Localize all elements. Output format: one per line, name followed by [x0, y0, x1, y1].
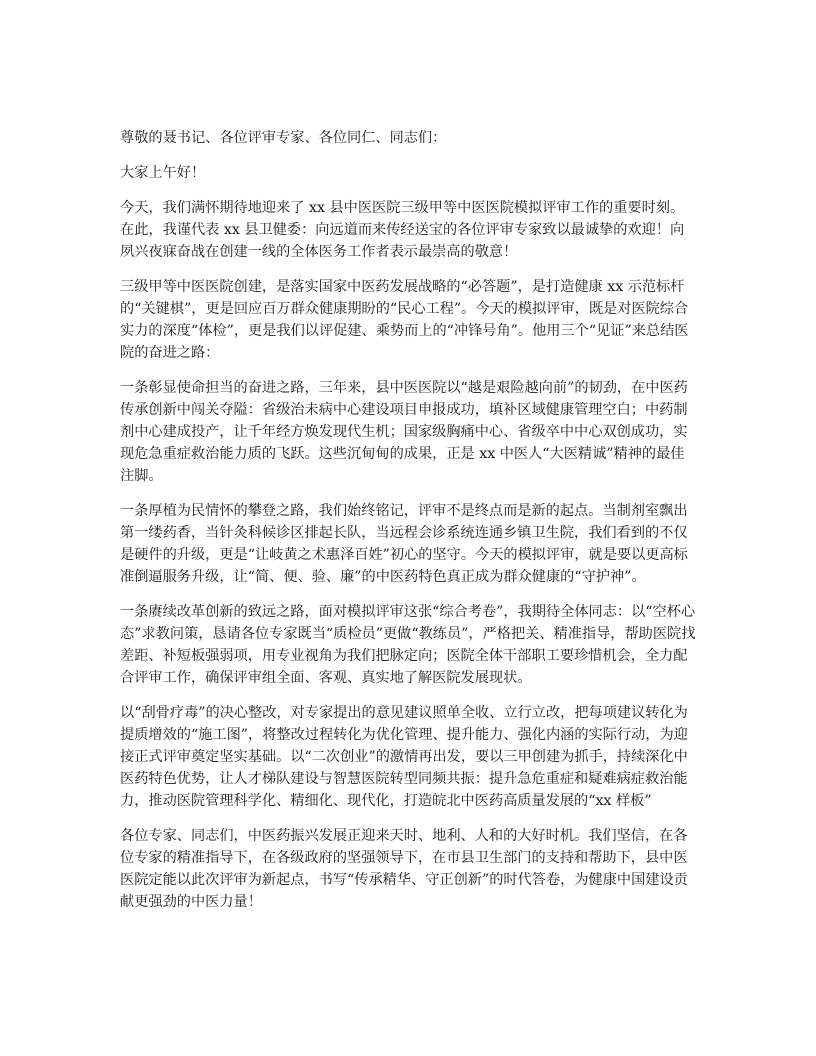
paragraph-reform: 一条赓续改革创新的致远之路，面对模拟评审这张“综合考卷”，我期待全体同志：以“空杯心态”求教问策，恳请各位专家既当“质检员”更做“教练员”，严格把关、精准指导，帮助医院找差距、补短板强弱项，用专业视角为我们把脉定向；医院全体干部职工要珍惜机会，全力配合评审工作，确保评审组全面、客观、真实地了解医院发展现状。 [120, 604, 696, 686]
speech-body [120, 127, 696, 926]
paragraph-closing: 各位专家、同志们，中医药振兴发展正迎来天时、地利、人和的大好时机。我们坚信，在各位专家的精准指导下，在各级政府的坚强领导下，在市县卫生部门的支持和帮助下，县中医医院定能以此次评审为新起点，书写“传承精华、守正创新”的时代答卷，为健康中国建设贡献更强劲的中医力量！ [120, 828, 688, 910]
paragraph-significance: 三级甲等中医医院创建，是落实国家中医药发展战略的“必答题”，是打造健康 xx 示范标杆的“关键棋”，更是回应百万群众健康期盼的“民心工程”。今天的模拟评审，既是对医院综合实力的深度“体检”，更是我们以评促建、乘势而上的“冲锋号角”。他用三个“见证”来总结医院的奋进之路： [120, 279, 689, 361]
greeting: 大家上午好！ [120, 165, 206, 181]
salutation: 尊敬的聂书记、各位评审专家、各位同仁、同志们： [120, 130, 447, 146]
paragraph-welcome: 今天，我们满怀期待地迎来了 xx 县中医医院三级甲等中医医院模拟评审工作的重要时刻。在此，我谨代表 xx 县卫健委：向远道而来传经送宝的各位评审专家致以最诚挚的欢迎！向夙兴夜寐奋战在创建一线的全体医务工作者表示最崇高的敬意！ [120, 200, 685, 260]
paragraph-people: 一条厚植为民情怀的攀登之路，我们始终铭记，评审不是终点而是新的起点。当制剂室飘出第一缕药香，当针灸科候诊区排起长队，当远程会诊系统连通乡镇卫生院，我们看到的不仅是硬件的升级，更是“让岐黄之术惠泽百姓”初心的坚守。今天的模拟评审，就是要以更高标准倒逼服务升级，让“简、便、验、廉”的中医药特色真正成为群众健康的“守护神”。 [120, 503, 688, 585]
paragraph-rectification: 以“刮骨疗毒”的决心整改，对专家提出的意见建议照单全收、立行立改，把每项建议转化为提质增效的“施工图”，将整改过程转化为优化管理、提升能力、强化内涵的实际行动，为迎接正式评审奠定坚实基础。以“二次创业”的激情再出发，要以三甲创建为抓手，持续深化中医药特色优势，让人才梯队建设与智慧医院转型同频共振：提升急危重症和疑难病症救治能力，推动医院管理科学化、精细化、现代化，打造皖北中医药高质量发展的“xx 样板” [120, 705, 688, 809]
paragraph-mission: 一条彰显使命担当的奋进之路，三年来，县中医医院以“越是艰险越向前”的韧劲，在中医药传承创新中闯关夺隘：省级治未病中心建设项目申报成功，填补区域健康管理空白；中药制剂中心建成投产，让千年经方焕发现代生机；国家级胸痛中心、省级卒中中心双创成功，实现危急重症救治能力质的飞跃。这些沉甸甸的成果，正是 xx 中医人“大医精诚”精神的最佳注脚。 [120, 380, 688, 484]
